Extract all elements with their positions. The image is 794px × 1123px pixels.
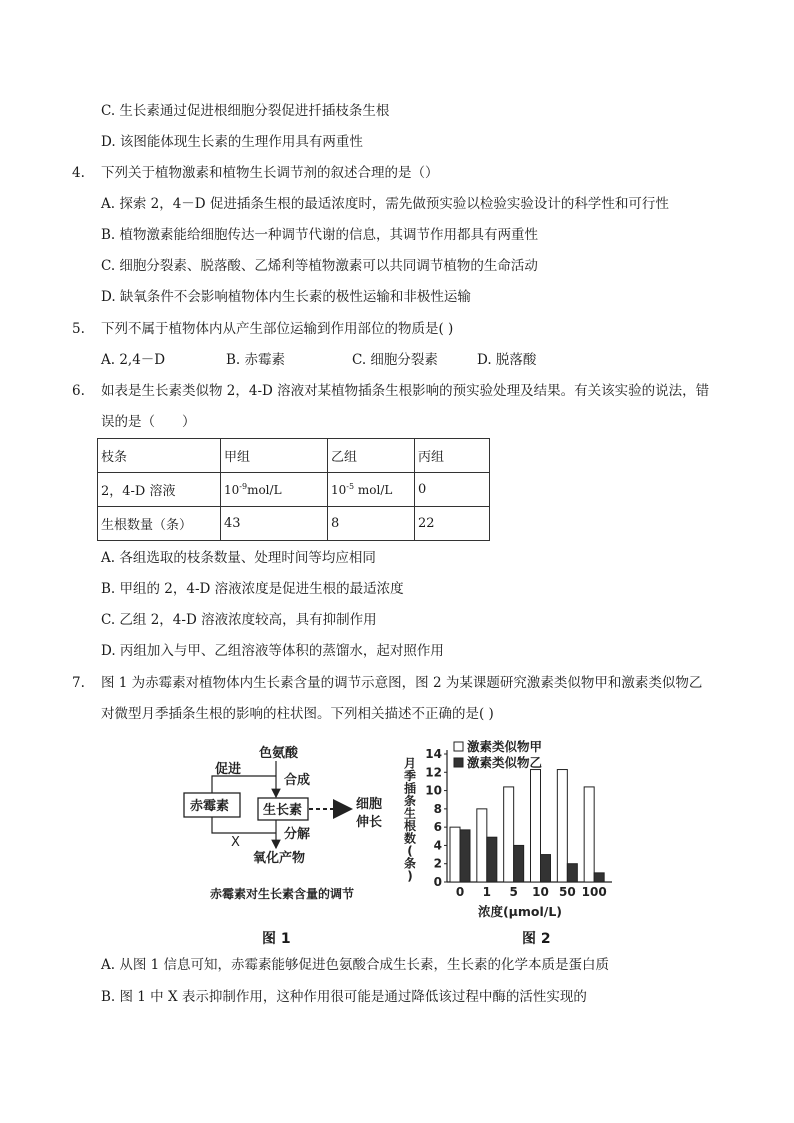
bar-series-jia (584, 787, 594, 882)
figure1-diagram (176, 742, 386, 907)
q5-option-c: C. 细胞分裂素 (352, 352, 438, 368)
y-tick-label: 2 (433, 856, 442, 871)
decompose-label: 分解 (284, 827, 311, 842)
table-header-cell: 枝条 (98, 439, 221, 473)
conc-base: 10 (224, 483, 240, 497)
y-tick-label: 8 (433, 801, 442, 816)
x-tick-label: 50 (558, 885, 576, 899)
figure1-label: 图 1 (262, 931, 291, 947)
bar-series-yi (514, 845, 524, 882)
table-row (98, 473, 490, 507)
q4-option-b: B. 植物激素能给细胞传达一种调节代谢的信息，其调节作用都具有两重性 (101, 227, 539, 243)
q6-option-c: C. 乙组 2，4-D 溶液浓度较高，具有抑制作用 (101, 612, 377, 628)
q6-table (97, 438, 490, 541)
x-tick-label: 5 (509, 885, 518, 899)
q6-option-a: A. 各组选取的枝条数量、处理时间等均应相同 (101, 550, 376, 566)
x-tick-label: 1 (482, 885, 492, 899)
table-cell: 8 (328, 507, 415, 541)
q5-option-b: B. 赤霉素 (226, 352, 286, 368)
legend-swatch (454, 742, 463, 751)
conc-unit: mol/L (354, 483, 393, 497)
table-row (98, 439, 490, 473)
bar-series-jia (477, 809, 487, 882)
promote-line (212, 776, 276, 793)
q3-option-d: D. 该图能体现生长素的生理作用具有两重性 (101, 134, 363, 150)
q7-option-b: B. 图 1 中 X 表示抑制作用，这种作用很可能是通过降低该过程中酶的活性实现的 (101, 989, 587, 1005)
y-tick-label: 10 (425, 783, 442, 798)
q6-stem-line1: 如表是生长素类似物 2，4-D 溶液对某植物插条生根影响的预实验处理及结果。有关该实验的说法，错 (101, 383, 710, 399)
figure1-caption: 赤霉素对生长素含量的调节 (210, 887, 355, 901)
table-cell: 2，4-D 溶液 (98, 473, 221, 507)
table-header-cell: 乙组 (328, 439, 415, 473)
table-cell: 0 (415, 473, 490, 507)
q5-option-d: D. 脱落酸 (477, 352, 537, 368)
q4-stem: 下列关于植物激素和植物生长调节剂的叙述合理的是（） (101, 165, 439, 181)
legend-label: 激素类似物乙 (467, 755, 543, 770)
y-tick-label: 14 (425, 747, 442, 761)
q4-number: 4. (72, 165, 85, 181)
q6-number: 6. (72, 383, 85, 399)
table-cell (221, 473, 328, 507)
bar-series-jia (504, 787, 514, 882)
bar-series-yi (567, 864, 577, 882)
q7-stem-line2: 对微型月季插条生根的影响的柱状图。下列相关描述不正确的是( ) (101, 706, 494, 722)
q4-option-d: D. 缺氧条件不会影响植物体内生长素的极性运输和非极性运输 (101, 289, 471, 305)
elongation-label: 伸长 (356, 815, 383, 830)
table-row (98, 507, 490, 541)
oxidation-product-label: 氧化产物 (253, 851, 306, 866)
q6-option-d: D. 丙组加入与甲、乙组溶液等体积的蒸馏水，起对照作用 (101, 643, 444, 659)
promote-label: 促进 (215, 762, 242, 777)
bar-series-jia (450, 827, 460, 882)
bar-series-yi (487, 837, 497, 882)
bar-series-jia (557, 770, 567, 882)
bar-series-yi (460, 830, 470, 882)
cell-label: 细胞 (356, 797, 383, 812)
synthesis-label: 合成 (284, 773, 311, 788)
x-tick-label: 10 (532, 885, 549, 899)
q6-option-b: B. 甲组的 2，4-D 溶液浓度是促进生根的最适浓度 (101, 581, 404, 597)
x-tick-label: 100 (581, 885, 607, 899)
x-axis-label: 浓度(μmol/L) (477, 904, 563, 919)
y-tick-label: 12 (425, 765, 442, 780)
q4-option-a: A. 探索 2，4－D 促进插条生根的最适浓度时，需先做预实验以检验实验设计的科学性和可行性 (101, 196, 669, 212)
y-tick-label: 6 (433, 820, 442, 835)
gibberellin-label: 赤霉素 (190, 799, 230, 814)
figure2-label: 图 2 (522, 931, 551, 947)
bar-series-yi (594, 873, 604, 882)
auxin-label: 生长素 (263, 803, 303, 818)
legend-swatch (454, 758, 463, 767)
table-cell (328, 473, 415, 507)
conc-base: 10 (331, 483, 347, 497)
table-header-cell: 甲组 (221, 439, 328, 473)
conc-unit: mol/L (247, 483, 282, 497)
tryptophan-label: 色氨酸 (259, 746, 299, 761)
y-tick-label: 4 (433, 838, 442, 853)
q6-stem-line2: 误的是（ ） (101, 414, 196, 430)
bar-series-jia (531, 770, 541, 882)
bar-series-yi (541, 855, 551, 882)
x-tick-label: 0 (455, 885, 465, 899)
q3-option-c: C. 生长素通过促进根细胞分裂促进扦插枝条生根 (101, 103, 390, 119)
table-header-cell: 丙组 (415, 439, 490, 473)
q4-option-c: C. 细胞分裂素、脱落酸、乙烯利等植物激素可以共同调节植物的生命活动 (101, 258, 538, 274)
conc-exponent: -5 (346, 482, 355, 491)
y-axis-label: 月季插条生根数(条) (403, 756, 417, 883)
q7-stem-line1: 图 1 为赤霉素对植物体内生长素含量的调节示意图，图 2 为某课题研究激素类似物甲和激素类似物乙 (101, 675, 703, 691)
q5-option-a: A. 2,4－D (101, 352, 166, 368)
table-cell: 22 (415, 507, 490, 541)
x-label: X (231, 835, 240, 850)
conc-exponent: -9 (239, 482, 248, 491)
table-cell: 43 (221, 507, 328, 541)
legend-label: 激素类似物甲 (467, 739, 543, 754)
figure2-bar-chart (398, 738, 618, 920)
q7-option-a: A. 从图 1 信息可知，赤霉素能够促进色氨酸合成生长素，生长素的化学本质是蛋白质 (101, 957, 610, 973)
q5-number: 5. (72, 321, 85, 337)
table-cell: 生根数量（条） (98, 507, 221, 541)
q7-number: 7. (72, 675, 85, 691)
y-tick-label: 0 (433, 875, 442, 889)
q5-stem: 下列不属于植物体内从产生部位运输到作用部位的物质是( ) (101, 321, 454, 337)
